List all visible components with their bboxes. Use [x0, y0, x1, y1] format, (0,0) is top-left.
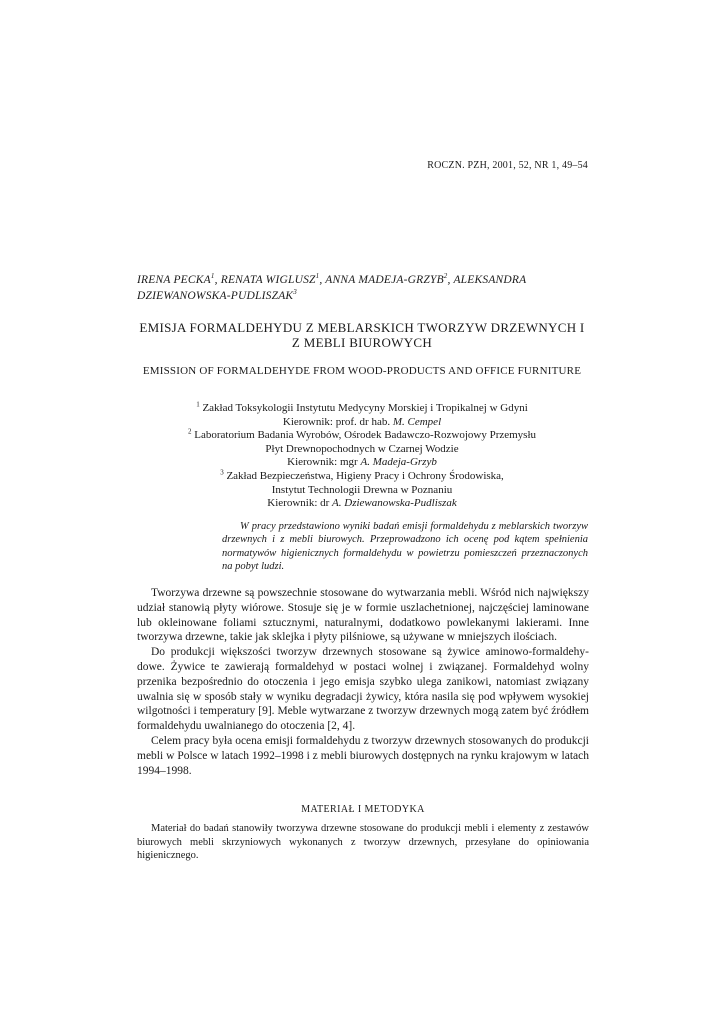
head-prefix: Kierownik: prof. dr hab.: [282, 415, 393, 428]
title-polish: EMISJA FORMALDEHYDU Z MEBLARSKICH TWORZYW DRZEWNYCH I Z MEBLI BIUROWYCH: [139, 320, 585, 350]
author-affiliation-marker: 1: [315, 272, 320, 281]
paragraph: Do produkcji większości tworzyw drzewnych stosowane są żywice aminowo-formaldehy-dowe. Żywice te zawierają formaldehyd w postaci wolnej i związanej. Formaldehyd wolny przenika bezpośrednio do otoczenia i jego emisja szybko ulega zanikowi, natomiast związany uwalnia się w sposób stały w wyniku degradacji żywicy, która nasila się pod wpływem wysokiej wilgotności i temperatury [9]. Meble wytwarzane z tworzyw drzewnych mogą zatem być źródłem formaldehydu uwalnianego do otoczenia [2, 4].: [137, 646, 589, 733]
affiliation-marker: 3: [220, 468, 224, 477]
affiliation-1: [137, 402, 587, 416]
methods-paragraph: Materiał do badań stanowiły tworzywa drzewne stosowane do produkcji mebli i elementy z zestawów biurowych mebli skrzyniowych wykonanych z tworzyw drzewnych, przesyłane do opiniowania higienicznego.: [137, 823, 589, 862]
head-name: M. Cempel: [392, 415, 442, 428]
section-heading: MATERIAŁ I METODYKA: [301, 804, 425, 815]
author-list: IRENA PECKA$^1$, RENATA WIGLUSZ$^1$, ANNA MADEJA-GRZYB$^2$, ALEKSANDRA DZIEWANOWSKA-PUDLISZAK$^3$: [137, 272, 527, 302]
journal-reference: ROCZN. PZH, 2001, 52, NR 1, 49–54: [427, 160, 588, 171]
head-name: A. Madeja-Grzyb: [360, 456, 437, 469]
author-name: ALEKSANDRA DZIEWANOWSKA-PUDLISZAK: [137, 274, 527, 302]
author-name: RENATA WIGLUSZ: [220, 274, 316, 286]
author-affiliation-marker: 2: [443, 272, 448, 281]
affiliation-institution: Zakład Toksykologii Instytutu Medycyny Morskiej i Tropikalnej w Gdyni: [202, 402, 528, 414]
abstract: W pracy przedstawiono wyniki badań emisji formaldehydu z meblarskich tworzyw drzewnych i z mebli biurowych. Przeprowadzono ich ocenę pod kątem spełnienia normatywów higienicznych formaldehydu w powietrzu pomieszczeń przeznaczonych na pobyt ludzi.: [222, 521, 588, 573]
affiliation-marker: 1: [196, 400, 200, 409]
affiliation-head: [137, 456, 587, 470]
author-name: ANNA MADEJA-GRZYB: [325, 274, 444, 286]
affiliation-institution: Zakład Bezpieczeństwa, Higieny Pracy i Ochrony Środowiska,: [226, 469, 504, 482]
head-prefix: Kierownik: mgr: [287, 456, 361, 469]
affiliation-institution: Laboratorium Badania Wyrobów, Ośrodek Badawczo-Rozwojowy Przemysłu: [194, 429, 537, 442]
affiliation-marker: 2: [187, 427, 192, 436]
head-prefix: Kierownik: dr: [267, 497, 333, 510]
paragraph: Celem pracy była ocena emisji formaldehydu z tworzyw drzewnych stosowanych do produkcji mebli w Polsce w latach 1992–1998 i z mebli biurowych dostępnych na rynku krajowym w latach 1994–1998.: [137, 734, 589, 777]
affiliation-head: [137, 416, 587, 430]
affiliation-head: [137, 497, 587, 511]
affiliations: [137, 402, 587, 511]
title-english: EMISSION OF FORMALDEHYDE FROM WOOD-PRODUCTS AND OFFICE FURNITURE: [142, 365, 582, 377]
affiliation-institution-cont: Instytut Technologii Drewna w Poznaniu: [271, 483, 453, 496]
head-name: A. Dziewanowska-Pudliszak: [332, 497, 457, 510]
body-text: [137, 586, 589, 778]
affiliation-institution-cont: Płyt Drewnopochodnych w Czarnej Wodzie: [265, 442, 459, 455]
affiliation-3: [137, 470, 587, 484]
author-name: IRENA PECKA: [137, 274, 211, 286]
paragraph: Tworzywa drzewne są powszechnie stosowane do wytwarzania mebli. Wśród nich największy udział stanowią płyty wiórowe. Stosuje się je w formie uszlachetnionej, najczęściej laminowane lub okleinowane foliami sztucznymi, naturalnymi, dodatkowo powlekanymi lakierami. Inne tworzywa drzewne, takie jak sklejka i płyty pilśniowe, są używane w mniejszych ilościach.: [137, 587, 589, 644]
author-affiliation-marker: 3: [293, 288, 297, 297]
author-affiliation-marker: 1: [210, 272, 215, 281]
affiliation-2: [137, 429, 587, 443]
